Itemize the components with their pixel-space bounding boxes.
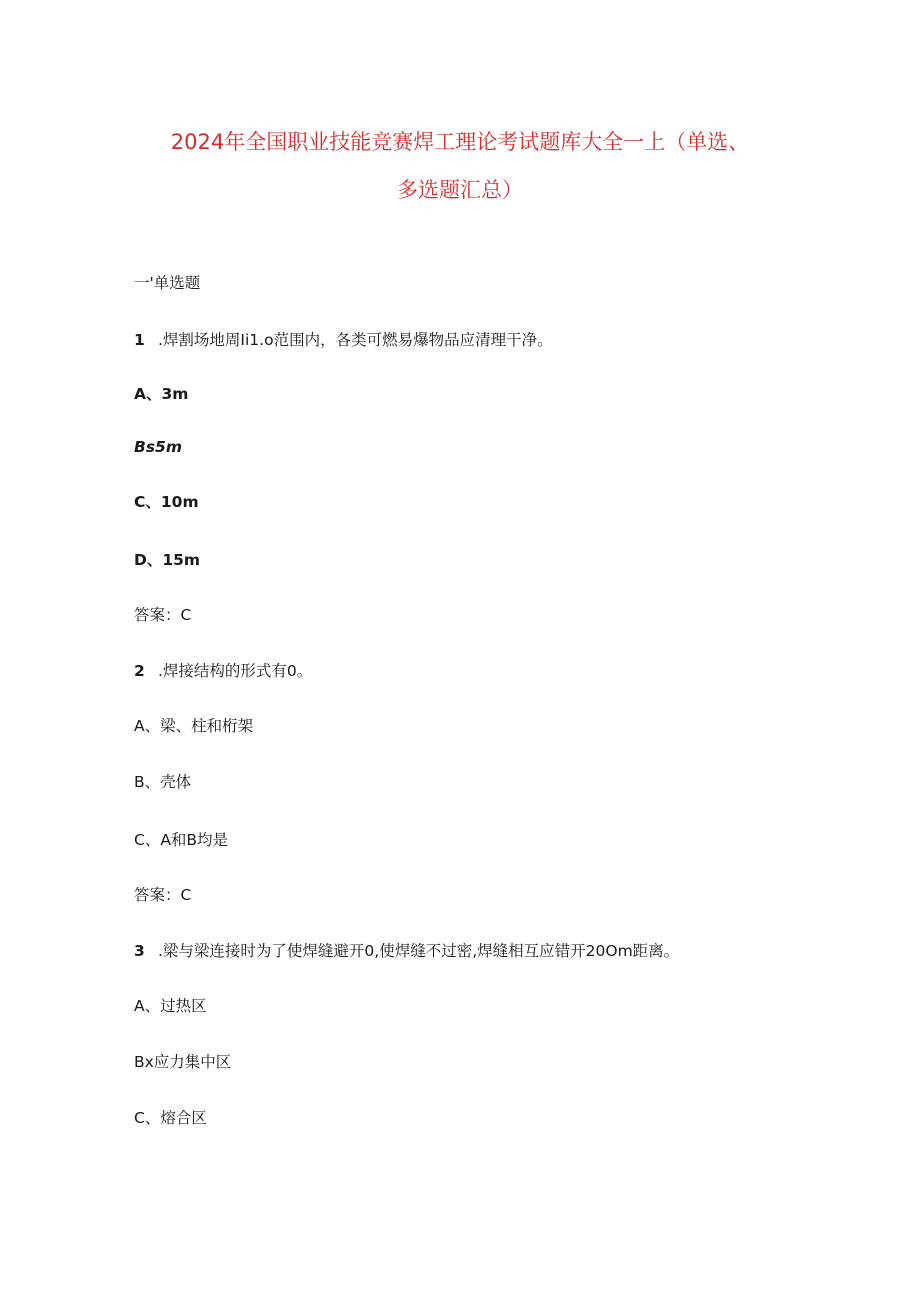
question-2-answer: 答案：C bbox=[134, 886, 192, 904]
question-3 bbox=[134, 940, 679, 962]
question-1-text: .焊割场地周Ii1.o范围内，各类可燃易爆物品应清理干净。 bbox=[158, 331, 553, 349]
question-1-option-a: A、3m bbox=[134, 385, 189, 403]
section-heading: 一'单选题 bbox=[134, 274, 201, 292]
question-2-option-a: A、梁、柱和桁架 bbox=[134, 717, 254, 735]
question-2-option-c: C、A和B均是 bbox=[134, 831, 229, 849]
question-1-option-b: Bs5m bbox=[134, 438, 182, 456]
question-2-text: .焊接结构的形式有0。 bbox=[158, 662, 313, 680]
question-2 bbox=[134, 660, 312, 682]
question-2-number: 2 bbox=[134, 662, 145, 680]
question-3-option-a: A、过热区 bbox=[134, 997, 207, 1015]
document-title-line-2: 多选题汇总） bbox=[397, 178, 523, 202]
question-3-option-b: Bx应力集中区 bbox=[134, 1053, 232, 1071]
question-3-number: 3 bbox=[134, 942, 145, 960]
question-1-option-c: C、10m bbox=[134, 493, 199, 511]
document-title-line-1: 2024年全国职业技能竞赛焊工理论考试题库大全一上（单选、 bbox=[170, 130, 750, 154]
question-1 bbox=[134, 329, 553, 351]
question-3-text: .梁与梁连接时为了使焊缝避开0,使焊缝不过密,焊缝相互应错开20Om距离。 bbox=[158, 942, 680, 960]
question-1-number: 1 bbox=[134, 331, 145, 349]
question-1-answer: 答案：C bbox=[134, 606, 192, 624]
question-3-option-c: C、熔合区 bbox=[134, 1109, 207, 1127]
question-2-option-b: B、壳体 bbox=[134, 773, 192, 791]
question-1-option-d: D、15m bbox=[134, 551, 201, 569]
